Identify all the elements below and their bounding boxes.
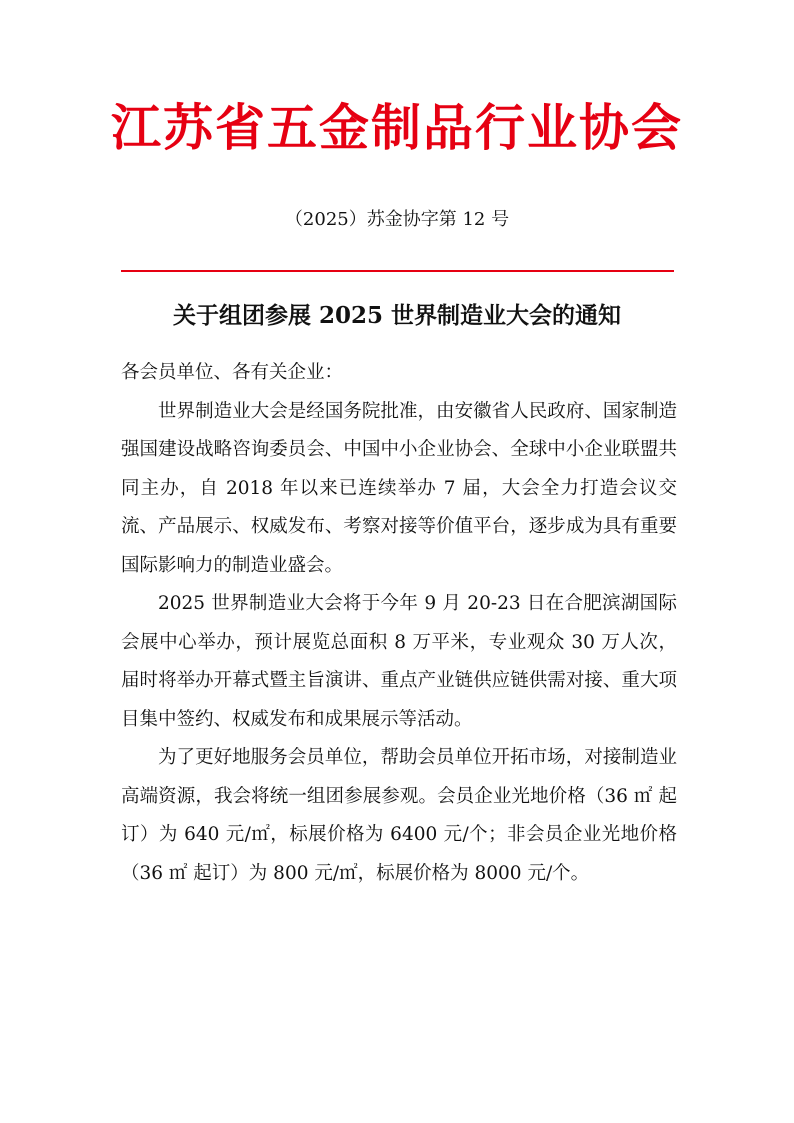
paragraph-2: 2025 世界制造业大会将于今年 9 月 20-23 日在合肥滨湖国际会展中心举办，预计展览总面积 8 万平米，专业观众 30 万人次，届时将举办开幕式暨主旨演讲、重点产业链供应链供需对接、重大项目集中签约、权威发布和成果展示等活动。	[121, 593, 677, 730]
salutation: 各会员单位、各有关企业：	[121, 362, 344, 383]
document-number: （2025）苏金协字第 12 号	[284, 209, 510, 230]
notice-body	[121, 354, 677, 893]
notice-title: 关于组团参展 2025 世界制造业大会的通知	[172, 302, 622, 329]
paragraph-3: 为了更好地服务会员单位，帮助会员单位开拓市场，对接制造业高端资源，我会将统一组团参展参观。会员企业光地价格（36 ㎡ 起订）为 640 元/㎡，标展价格为 6400 元/个；非会员企业光地价格（36 ㎡ 起订）为 800 元/㎡，标展价格为 8000 元/个。	[121, 747, 677, 884]
org-title: 江苏省五金制品行业协会	[111, 98, 683, 157]
red-divider	[121, 270, 674, 272]
paragraph-1: 世界制造业大会是经国务院批准，由安徽省人民政府、国家制造强国建设战略咨询委员会、中国中小企业协会、全球中小企业联盟共同主办，自 2018 年以来已连续举办 7 届，大会全力打造会议交流、产品展示、权威发布、考察对接等价值平台，逐步成为具有重要国际影响力的制造业盛会。	[121, 400, 677, 576]
